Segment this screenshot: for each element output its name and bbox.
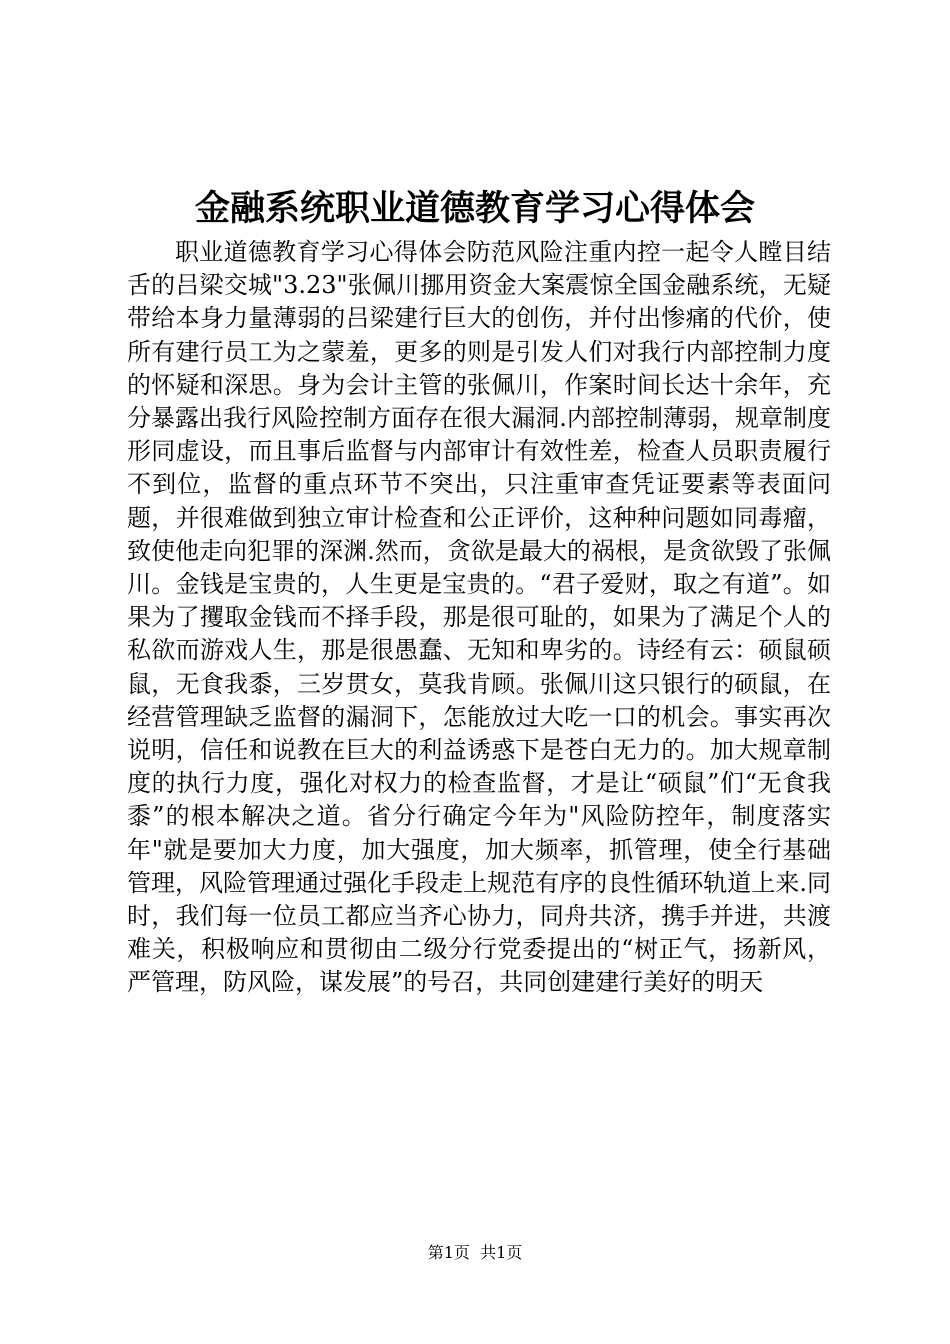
document-title: 金融系统职业道德教育学习心得体会 bbox=[194, 188, 755, 229]
page-number: 第1页 bbox=[427, 1243, 470, 1262]
page-total: 共1页 bbox=[480, 1243, 523, 1262]
page-footer bbox=[0, 1241, 950, 1265]
footer-spacer bbox=[470, 1243, 480, 1262]
document-body: 职业道德教育学习心得体会防范风险注重内控一起令人瞠目结舌的吕梁交城"3.23"张佩川挪用资金大案震惊全国金融系统，无疑带给本身力量薄弱的吕梁建行巨大的创伤，并付出惨痛的代价，使所有建行员工为之蒙羞，更多的则是引发人们对我行内部控制力度的怀疑和深思。身为会计主管的张佩川，作案时间长达十余年，充分暴露出我行风险控制方面存在很大漏洞.内部控制薄弱，规章制度形同虚设，而且事后监督与内部审计有效性差，检查人员职责履行不到位，监督的重点环节不突出，只注重审查凭证要素等表面问题，并很难做到独立审计检查和公正评价，这种种问题如同毒瘤，致使他走向犯罪的深渊.然而，贪欲是最大的祸根，是贪欲毁了张佩川。金钱是宝贵的，人生更是宝贵的。“君子爱财，取之有道”。如果为了攫取金钱而不择手段，那是很可耻的，如果为了满足个人的私欲而游戏人生，那是很愚蠢、无知和卑劣的。诗经有云：硕鼠硕鼠，无食我黍，三岁贯女，莫我肯顾。张佩川这只银行的硕鼠，在经营管理缺乏监督的漏洞下，怎能放过大吃一口的机会。事实再次说明，信任和说教在巨大的利益诱惑下是苍白无力的。加大规章制度的执行力度，强化对权力的检查监督，才是让“硕鼠”们“无食我黍”的根本解决之道。省分行确定今年为"风险防控年，制度落实年"就是要加大力度，加大强度，加大频率，抓管理，使全行基础管理，风险管理通过强化手段走上规范有序的良性循环轨道上来.同时，我们每一位员工都应当齐心协力，同舟共济，携手并进，共渡难关，积极响应和贯彻由二级分行党委提出的“树正气，扬新风，严管理，防风险，谋发展”的号召，共同创建建行美好的明天 bbox=[127, 238, 831, 997]
